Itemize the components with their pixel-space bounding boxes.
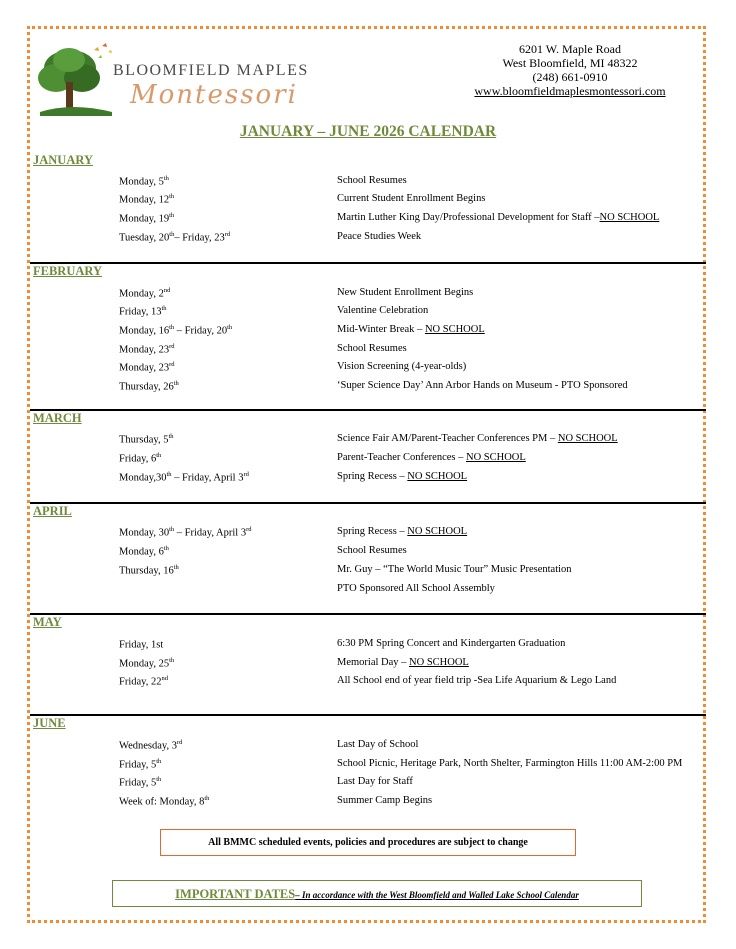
event-row: Monday, 30th – Friday, April 3rd Spring Recess – NO SCHOOL — [119, 526, 468, 539]
important-dates-text: – In accordance with the West Bloomfield and Walled Lake School Calendar — [295, 890, 579, 900]
event-row: Friday, 5th School Picnic, Heritage Park, North Shelter, Farmington Hills 11:00 AM-2:00 PM — [119, 758, 683, 771]
calendar-title: JANUARY – JUNE 2026 CALENDAR — [239, 123, 497, 140]
website-link[interactable]: www.bloomfieldmaplesmontessori.com — [474, 84, 666, 98]
event-row: Thursday, 16th Mr. Guy – “The World Music Tour” Music Presentation — [119, 564, 572, 577]
event-row: Week of: Monday, 8th Summer Camp Begins — [119, 795, 433, 808]
month-heading-february: FEBRUARY — [33, 264, 103, 278]
event-row: Monday, 6th School Resumes — [119, 545, 407, 558]
event-row: Monday, 5th School Resumes — [119, 175, 407, 188]
event-row: Monday, 25th Memorial Day – NO SCHOOL — [119, 657, 469, 670]
important-dates-box — [112, 880, 642, 907]
section-divider — [30, 613, 706, 615]
change-notice: All BMMC scheduled events, policies and procedures are subject to change — [160, 829, 576, 856]
month-heading-june: JUNE — [33, 716, 66, 730]
month-heading-april: APRIL — [33, 504, 72, 518]
phone-number: (248) 661-0910 — [532, 70, 608, 84]
section-divider — [30, 502, 706, 504]
tree-logo-icon — [36, 38, 116, 118]
section-divider — [30, 714, 706, 716]
event-row: Friday, 6th Parent-Teacher Conferences – NO SCHOOL — [119, 452, 526, 465]
month-heading-may: MAY — [33, 615, 62, 629]
logo-name-text: BLOOMFIELD MAPLES — [113, 62, 309, 79]
event-row: Monday, 16th – Friday, 20th Mid-Winter Break – NO SCHOOL — [119, 324, 485, 337]
event-row: Thursday, 26th ‘Super Science Day’ Ann Arbor Hands on Museum - PTO Sponsored — [119, 380, 628, 393]
month-heading-march: MARCH — [33, 411, 82, 425]
event-row: Friday, 5th Last Day for Staff — [119, 776, 413, 789]
address-city: West Bloomfield, MI 48322 — [502, 56, 638, 70]
event-row: Monday, 23rd Vision Screening (4-year-olds) — [119, 361, 467, 374]
event-row: Wednesday, 3rd Last Day of School — [119, 739, 419, 752]
event-row: Monday, 2nd New Student Enrollment Begins — [119, 287, 474, 300]
section-divider — [30, 262, 706, 264]
event-row: Tuesday, 20th– Friday, 23rd Peace Studies Week — [119, 231, 422, 244]
event-row: Friday, 13th Valentine Celebration — [119, 305, 429, 318]
event-row: Thursday, 5th Science Fair AM/Parent-Teacher Conferences PM – NO SCHOOL — [119, 433, 618, 446]
address-block — [440, 42, 700, 98]
event-row: Friday, 1st 6:30 PM Spring Concert and Kindergarten Graduation — [119, 638, 566, 651]
event-row: Monday, 12th Current Student Enrollment Begins — [119, 193, 486, 206]
address-street: 6201 W. Maple Road — [519, 42, 621, 56]
section-divider — [30, 409, 706, 411]
event-row: PTO Sponsored All School Assembly — [337, 583, 495, 594]
event-row: Monday, 23rd School Resumes — [119, 343, 407, 356]
month-heading-january: JANUARY — [33, 153, 93, 167]
event-row: Monday, 19th Martin Luther King Day/Professional Development for Staff –NO SCHOOL — [119, 212, 660, 225]
important-dates-label: IMPORTANT DATES — [175, 887, 296, 901]
logo-script-text: Montessori — [130, 80, 298, 110]
event-row: Friday, 22nd All School end of year field trip -Sea Life Aquarium & Lego Land — [119, 675, 617, 688]
event-row: Monday,30th – Friday, April 3rd Spring Recess – NO SCHOOL — [119, 471, 468, 484]
